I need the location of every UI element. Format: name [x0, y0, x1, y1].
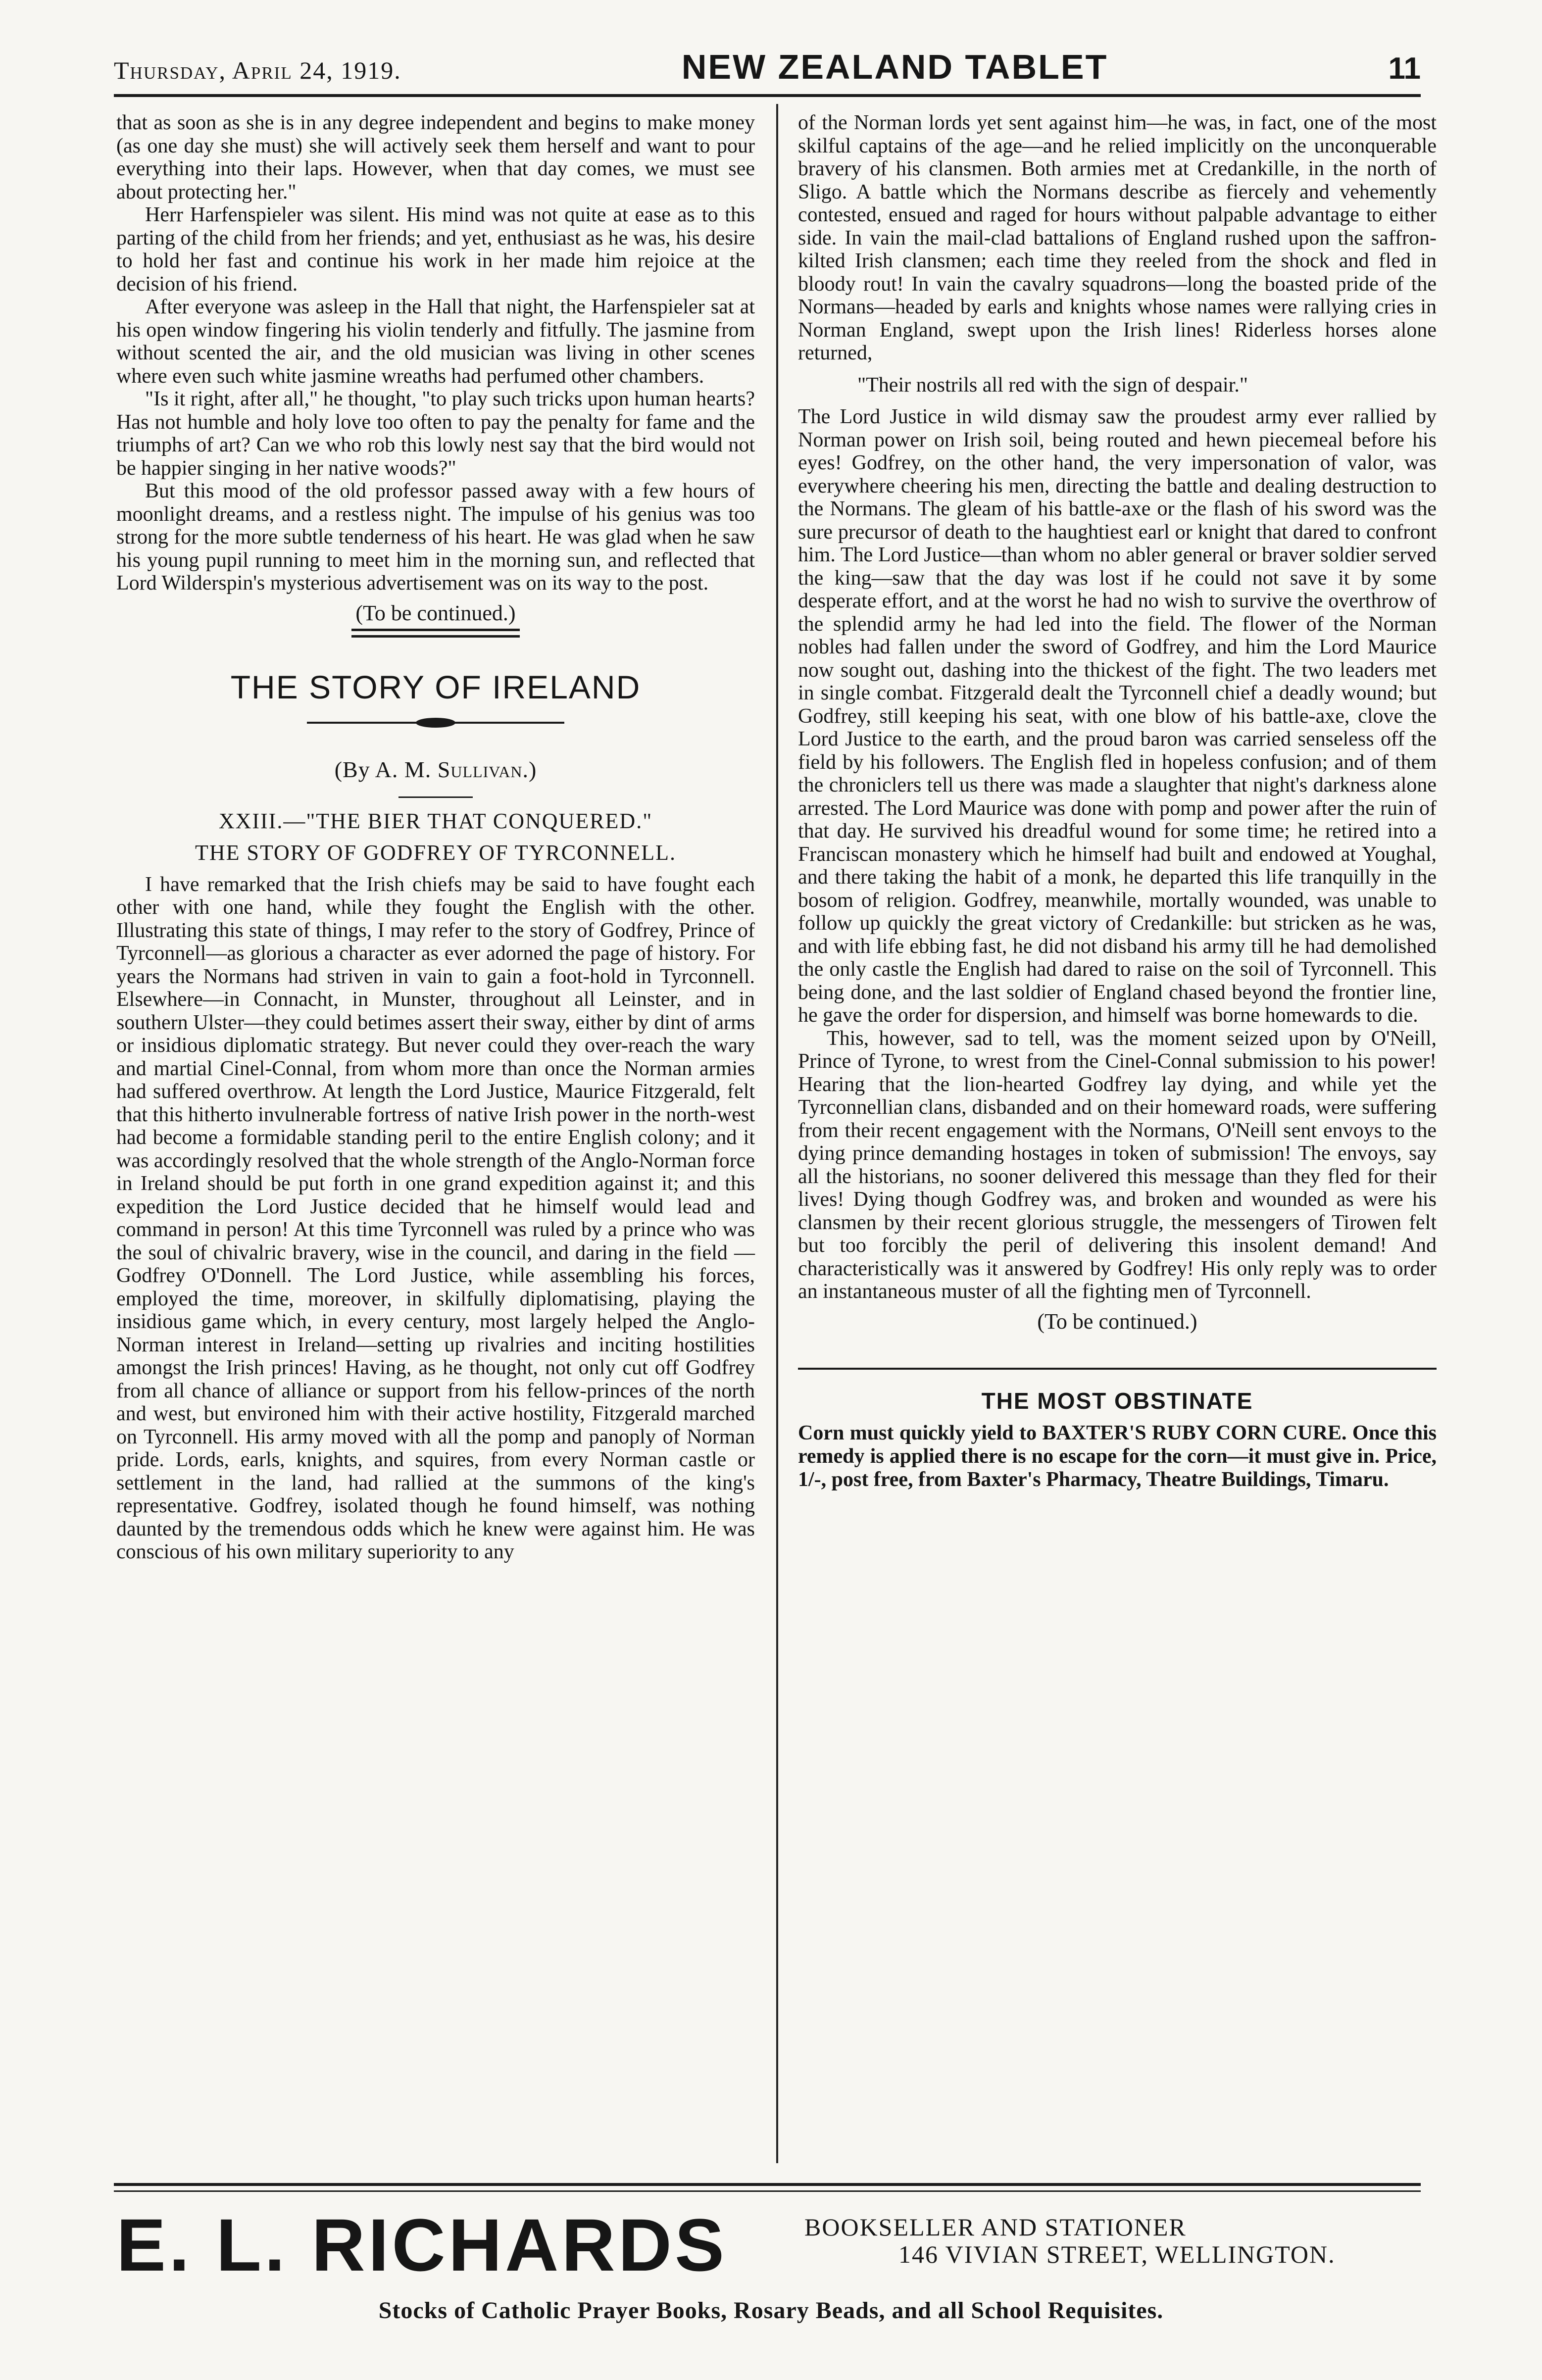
chapter-heading: XXIII.—"THE BIER THAT CONQUERED." [218, 808, 653, 833]
advertisement [798, 1368, 1437, 1491]
footer-rule-thin [114, 2190, 1421, 2192]
ad-title: THE MOST OBSTINATE [981, 1388, 1253, 1414]
story-paragraph: But this mood of the old professor passed away with a few hours of moonlight dreams, and a restless night. The impulse of his genius was too strong for the more subtle tenderness of his heart. He was glad when he saw his young pupil running to meet him in the morning sun, and reflected that Lord Wilderspin's mysterious advertisement was on its way to the post. [116, 480, 755, 595]
article-paragraph: I have remarked that the Irish chiefs may be said to have fought each other with one hand, while they fought the English with the other. Illustrating this state of things, I may refer to the story of Godfrey, Prince of Tyrconnell—as glorious a character as ever adorned the page of history. For years the Normans had striven in vain to gain a foot-hold in Tyrconnell. Elsewhere—in Connacht, in Munster, throughout all Leinster, and in southern Ulster—they could betimes assert their sway, either by dint of arms or insidious diplomatic strategy. But never could they over-reach the wary and martial Cinel-Connal, from whom more than once the Norman armies had suffered overthrow. At length the Lord Justice, Maurice Fitzgerald, felt that this hitherto invulnerable fortress of native Irish power in the north-west had become a formidable standing peril to the entire English colony; and it was accordingly resolved that the whole strength of the Anglo-Norman force in Ireland should be put forth in one grand expedition against it; and this expedition the Lord Justice decided that he himself would lead and command in person! At this time Tyrconnell was ruled by a prince who was the soul of chivalric bravery, wise in the council, and daring in the field —Godfrey O'Donnell. The Lord Justice, while assembling his forces, employed the time, moreover, in skilfully diplomatising, playing the insidious game which, in every century, most largely helped the Anglo-Norman interest in Ireland—setting up rivalries and inciting hostilities amongst the Irish princes! Having, as he thought, not only cut off Godfrey from all chance of alliance or support from his fellow-princes of the north and west, but environed him with their active hostility, Fitzgerald marched on Tyrconnell. His army moved with all the pomp and panoply of Norman pride. Lords, earls, knights, and squires, from every Norman castle or settlement in the land, had rallied at the summons of the king's representative. Godfrey, isolated though he found himself, was nothing daunted by the tremendous odds which he knew were against him. He was conscious of his own military superiority to any [116, 873, 755, 1563]
byline-author: Sullivan [437, 757, 523, 782]
byline-suffix: .) [522, 757, 537, 782]
article-paragraph: The Lord Justice in wild dismay saw the proudest army ever rallied by Norman power on Irish soil, being routed and hewn piecemeal before his eyes! Godfrey, on the other hand, the very impersonation of valor, was everywhere cheering his men, directing the battle and dealing destruction to the Normans. The gleam of his battle-axe or the flash of his sword was the sure precursor of death to the haughtiest earl or knight that dared to confront him. The Lord Justice—than whom no abler general or braver soldier served the king—saw that the day was lost if he could not save it by some desperate effort, and at the worst he had no wish to survive the overthrow of the splendid army he had led into the field. The flower of the Norman nobles had fallen under the sword of Godfrey, and him the Lord Maurice now sought out, dashing into the thickest of the fight. The two leaders met in single combat. Fitzgerald dealt the Tyrconnell chief a deadly wound; but Godfrey, still keeping his seat, with one blow of his battle-axe, clove the Lord Justice to the earth, and the proud baron was carried senseless off the field by his followers. The English fled in hopeless confusion; and of them the chroniclers tell us there was made a slaughter that night's darkness alone arrested. The Lord Maurice was done with pomp and power after the ruin of that day. He survived his dreadful wound for some time; he retired into a Franciscan monastery which he himself had built and endowed at Youghal, and there taking the habit of a monk, he departed this life tranquilly in the bosom of religion. Godfrey, meanwhile, mortally wounded, was unable to follow up quickly the great victory of Credankille: but stricken as he was, and with life ebbing fast, he did not disband his army till he had demolished the only castle the English had dared to raise on the soil of Tyrconnell. This being done, and the last soldier of England chased beyond the frontier line, he gave the order for dispersion, and himself was borne homewards to die. [798, 405, 1437, 1027]
ad-body: Corn must quickly yield to BAXTER'S RUBY CORN CURE. Once this remedy is applied there is no escape for the corn—it must give in. Price, 1/-, post free, from Baxter's Pharmacy, Theatre Buildings, Timaru. [798, 1421, 1437, 1491]
story-paragraph: that as soon as she is in any degree independent and begins to make money (as one day she must) she will actively seek them herself and want to pour everything into their laps. However, when that day comes, we must see about protecting her." [116, 111, 755, 203]
byline [116, 758, 755, 782]
section-rule [351, 629, 520, 638]
byline-prefix: (By A. M. [334, 757, 438, 782]
article-title: THE STORY OF IRELAND [230, 669, 641, 705]
page-number: 11 [1388, 51, 1421, 86]
quoted-verse: "Their nostrils all red with the sign of despair." [857, 373, 1248, 397]
page-header [114, 47, 1421, 94]
article-paragraph: of the Norman lords yet sent against him—he was, in fact, one of the most skilful captains of the age—and he relied implicitly on the unconquerable bravery of his clansmen. Both armies met at Credankille, in the north of Sligo. A battle which the Normans describe as fiercely and vehemently contested, ensued and raged for hours without palpable advantage to either side. In vain the mail-clad battalions of England rushed upon the saffron-kilted Irish clansmen; each time they reeled from the shock and fled in bloody rout! In vain the cavalry squadrons—long the boasted pride of the Normans—headed by earls and knights whose names were rallying cries in Norman England, swept upon the Irish lines! Riderless horses alone returned, [798, 111, 1437, 364]
column-divider [776, 104, 778, 2163]
header-rule [114, 94, 1421, 97]
footer-business-name: E. L. RICHARDS [116, 2203, 728, 2286]
story-paragraph: After everyone was asleep in the Hall that night, the Harfenspieler sat at his open window fingering his violin tenderly and fitfully. The jasmine from without scented the air, and the old musician was living in other scenes where even such white jasmine wreaths had perfumed other chambers. [116, 296, 755, 388]
footer-trade: BOOKSELLER AND STATIONER [804, 2213, 1187, 2241]
left-column [116, 111, 755, 1564]
footer-address: 146 VIVIAN STREET, WELLINGTON. [898, 2240, 1336, 2268]
footer-rule [114, 2183, 1421, 2186]
title-ornament [307, 717, 564, 729]
header-date: Thursday, April 24, 1919. [114, 56, 401, 84]
byline-rule [398, 796, 473, 798]
masthead-title: NEW ZEALAND TABLET [681, 48, 1108, 86]
right-column [798, 111, 1437, 1491]
chapter-subheading: THE STORY OF GODFREY OF TYRCONNELL. [195, 840, 677, 865]
article-paragraph: This, however, sad to tell, was the moment seized upon by O'Neill, Prince of Tyrone, to wrest from the Cinel-Connal submission to his power! Hearing that the lion-hearted Godfrey lay dying, and while yet the Tyrconnellian clans, disbanded and on their homeward roads, were suffering from their recent engagement with the Normans, O'Neill sent envoys to the dying prince demanding hostages in token of submission! The envoys, say all the historians, no sooner delivered this message than they fled for their lives! Dying though Godfrey was, and broken and wounded as were his clansmen by their recent glorious struggle, the messengers of Tirowen felt but too forcibly the peril of delivering this insolent demand! And characteristically was it answered by Godfrey! His only reply was to order an instantaneous muster of all the fighting men of Tyrconnell. [798, 1027, 1437, 1303]
footer-stocks: Stocks of Catholic Prayer Books, Rosary Beads, and all School Requisites. [378, 2297, 1164, 2324]
story-paragraph: Herr Harfenspieler was silent. His mind was not quite at ease as to this parting of the child from her friends; and yet, enthusiast as he was, his desire to hold her fast and continue his work in her made him rejoice at the decision of his friend. [116, 203, 755, 296]
to-be-continued: (To be continued.) [355, 600, 516, 625]
to-be-continued: (To be continued.) [1037, 1309, 1197, 1334]
story-paragraph: "Is it right, after all," he thought, "to play such tricks upon human hearts? Has not humble and holy love too often to pay the penalty for fame and the triumphs of art? Can we who rob this lowly nest say that the bird would not be happier singing in her native woods?" [116, 388, 755, 480]
